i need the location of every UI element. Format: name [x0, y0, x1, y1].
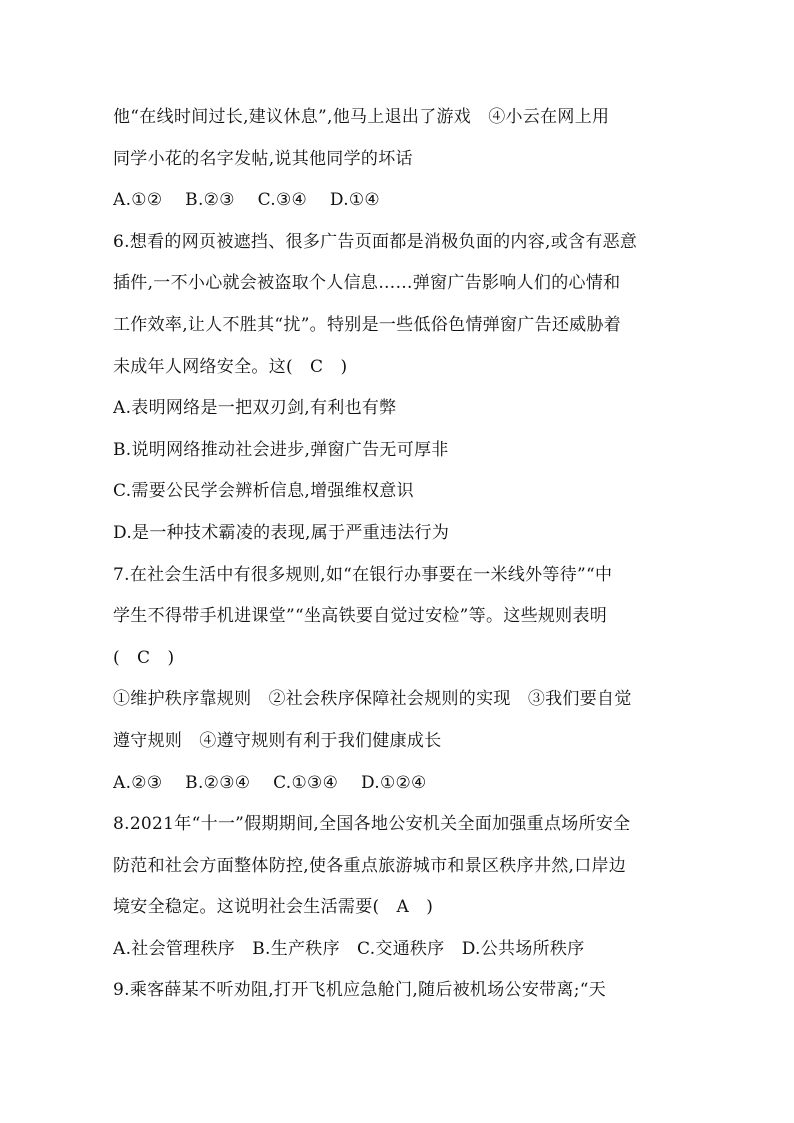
text-line: 同学小花的名字发帖,说其他同学的坏话: [113, 148, 413, 169]
answer-options: A.社会管理秩序 B.生产秩序 C.交通秩序 D.公共场所秩序: [113, 938, 585, 959]
answer-blank: ( C ): [113, 647, 175, 668]
text-line: 未成年人网络安全。这( C ): [113, 356, 348, 377]
answer-options: A.②③ B.②③④ C.①③④ D.①②④: [113, 772, 427, 793]
question-7: 7.在社会生活中有很多规则,如“在银行办事要在一米线外等待”“中: [113, 564, 613, 585]
text-line: 工作效率,让人不胜其“扰”。特别是一些低俗色情弹窗广告还威胁着: [113, 314, 622, 335]
text-line: 插件,一不小心就会被盗取个人信息……弹窗广告影响人们的心情和: [113, 273, 621, 294]
question-6: 6.想看的网页被遮挡、很多广告页面都是消极负面的内容,或含有恶意: [113, 231, 638, 252]
text-line: 防范和社会方面整体防控,使各重点旅游城市和景区秩序井然,口岸边: [113, 855, 627, 876]
question-9: 9.乘客薛某不听劝阻,打开飞机应急舱门,随后被机场公安带离;“天: [113, 980, 607, 1001]
option-d: D.是一种技术霸凌的表现,属于严重违法行为: [113, 522, 450, 543]
option-a: A.表明网络是一把双刃剑,有利也有弊: [113, 398, 397, 419]
text-line: 学生不得带手机进课堂”“坐高铁要自觉过安检”等。这些规则表明: [113, 606, 608, 627]
text-line: 境安全稳定。这说明社会生活需要( A ): [113, 897, 434, 918]
statement-list: ①维护秩序靠规则 ②社会秩序保障社会规则的实现 ③我们要自觉: [113, 689, 632, 710]
question-8: 8.2021年“十一”假期期间,全国各地公安机关全面加强重点场所安全: [113, 814, 631, 835]
option-c: C.需要公民学会辨析信息,增强维权意识: [113, 481, 414, 502]
page-content: [113, 97, 687, 1012]
text-line: 他“在线时间过长,建议休息”,他马上退出了游戏 ④小云在网上用: [113, 107, 610, 127]
option-b: B.说明网络推动社会进步,弹窗广告无可厚非: [113, 439, 449, 460]
statement-list: 遵守规则 ④遵守规则有利于我们健康成长: [113, 730, 442, 751]
answer-options: A.①② B.②③ C.③④ D.①④: [113, 190, 380, 211]
